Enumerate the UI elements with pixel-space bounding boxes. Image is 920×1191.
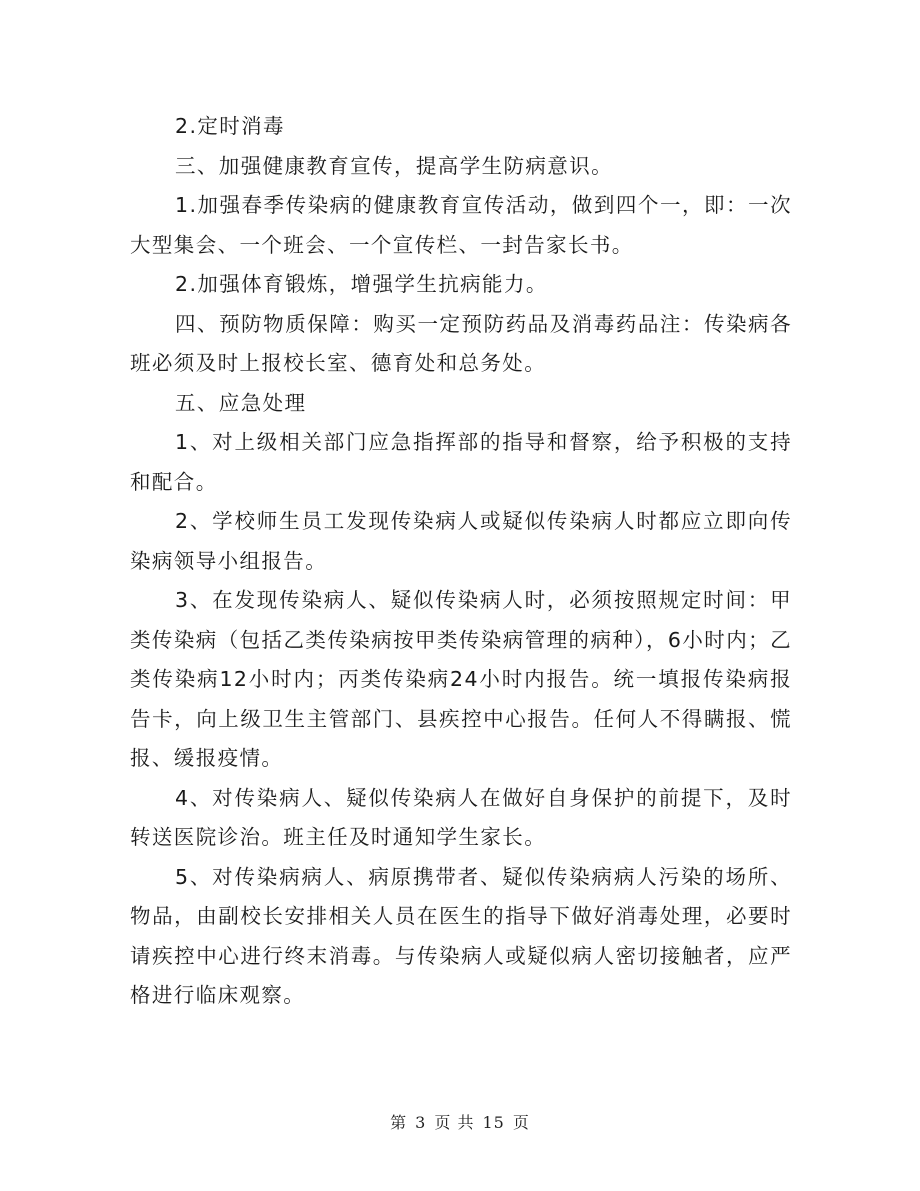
page-footer [0,1110,920,1133]
paragraph-2: 三、加强健康教育宣传，提高学生防病意识。 [175,153,613,178]
footer-mid: 页 共 [434,1113,475,1132]
paragraph-10: 4、对传染病人、疑似传染病人在做好自身保护的前提下，及时转送医院诊治。班主任及时通知学生家长。 [130,785,792,849]
paragraph-9: 3、在发现传染病人、疑似传染病人时，必须按照规定时间：甲类传染病（包括乙类传染病按甲类传染病管理的病种），6小时内；乙类传染病12小时内；丙类传染病24小时内报告。统一填报传染病报告卡，向上级卫生主管部门、县疾控中心报告。任何人不得瞒报、慌报、缓报疫情。 [130,588,792,770]
paragraph-3: 1.加强春季传染病的健康教育宣传活动，做到四个一，即：一次大型集会、一个班会、一个宣传栏、一封告家长书。 [130,193,792,257]
paragraph-5: 四、预防物质保障：购买一定预防药品及消毒药品注：传染病各班必须及时上报校长室、德育处和总务处。 [130,311,792,375]
paragraph-7: 1、对上级相关部门应急指挥部的指导和督察，给予积极的支持和配合。 [130,430,792,494]
footer-suffix: 页 [512,1113,530,1132]
current-page-number: 3 [415,1113,427,1132]
paragraph-11: 5、对传染病病人、病原携带者、疑似传染病病人污染的场所、物品，由副校长安排相关人员在医生的指导下做好消毒处理，必要时请疾控中心进行终末消毒。与传染病人或疑似病人密切接触者，应严格进行临床观察。 [130,864,792,1007]
footer-prefix: 第 [390,1113,408,1132]
document-body [130,107,792,1016]
paragraph-4: 2.加强体育锻炼，增强学生抗病能力。 [175,272,548,296]
total-pages-number: 15 [482,1113,505,1132]
paragraph-6: 五、应急处理 [175,390,307,415]
paragraph-8: 2、学校师生员工发现传染病人或疑似传染病人时都应立即向传染病领导小组报告。 [130,509,792,573]
paragraph-1: 2.定时消毒 [175,114,285,138]
